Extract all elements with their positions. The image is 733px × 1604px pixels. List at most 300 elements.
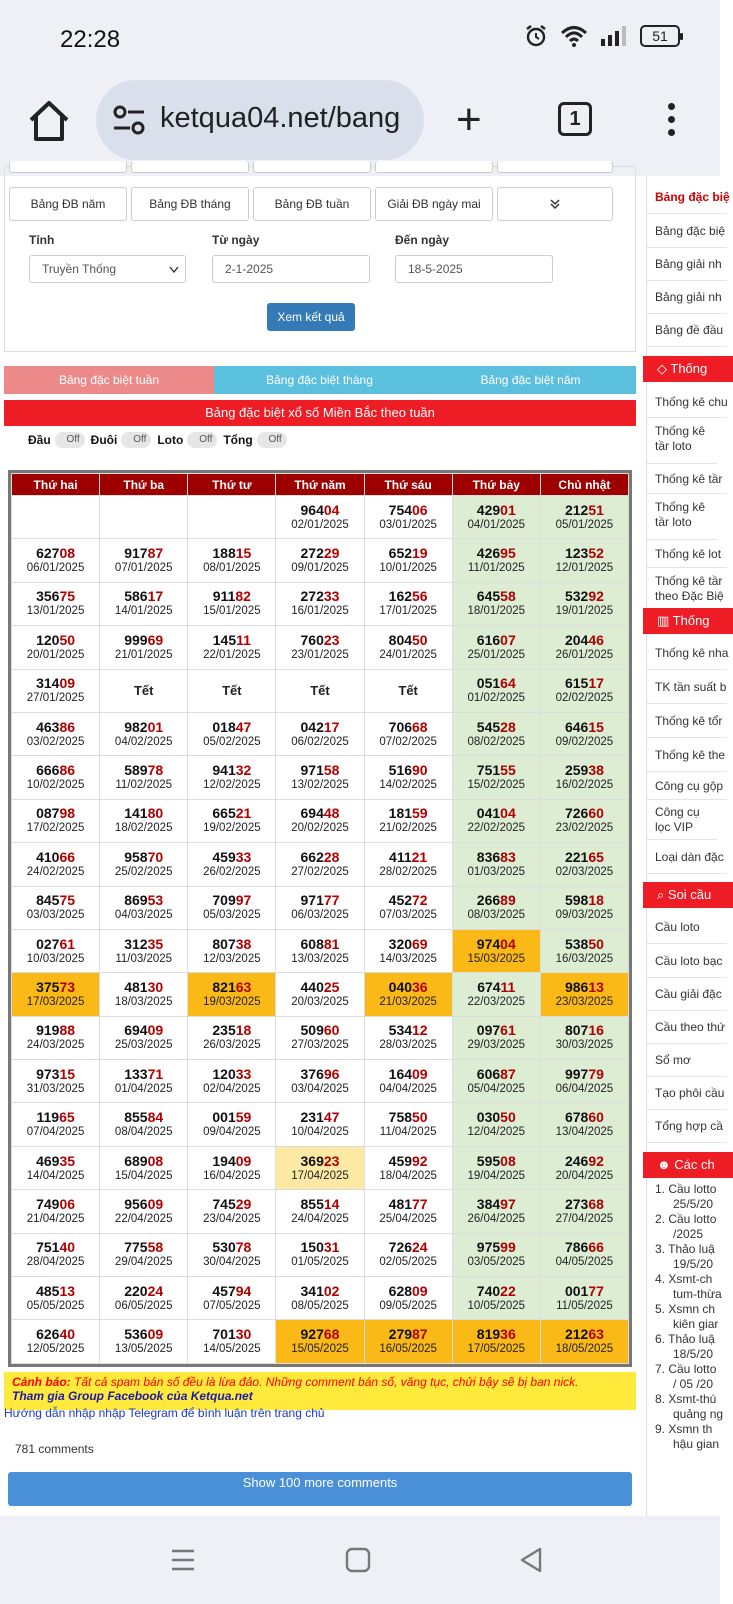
table-cell [12, 1320, 100, 1363]
draw-date: 11/04/2025 [379, 1126, 437, 1139]
prize-number: 78666 [564, 1239, 604, 1256]
col-header: Thứ năm [276, 474, 364, 496]
table-cell [276, 1190, 364, 1233]
sidebar-item[interactable]: Bảng giải nh [647, 281, 727, 314]
forum-topic-line[interactable]: 7. Cầu lotto [655, 1362, 717, 1376]
prize-number: 45272 [388, 892, 428, 909]
draw-date: 19/03/2025 [203, 995, 261, 1008]
draw-date: 05/04/2025 [467, 1082, 526, 1095]
draw-date: 26/02/2025 [203, 865, 261, 878]
home-icon[interactable] [26, 98, 72, 144]
prize-number: 41121 [389, 848, 428, 865]
draw-date: 15/02/2025 [467, 779, 526, 792]
sidebar-heading-stats [643, 356, 733, 382]
draw-date: 02/03/2025 [555, 865, 614, 878]
tab-weekly[interactable]: Bảng đặc biệt tuần [4, 366, 214, 394]
prize-number: 12050 [36, 631, 76, 648]
draw-date: 06/05/2025 [114, 1299, 173, 1312]
prize-number: 70997 [212, 892, 252, 909]
table-cell [364, 1190, 452, 1233]
toggle-label-loto: Loto [157, 433, 184, 447]
table-row [12, 1233, 629, 1276]
draw-date: 07/04/2025 [26, 1126, 85, 1139]
prize-number: 23147 [300, 1109, 340, 1126]
table-cell [276, 1016, 364, 1059]
table-cell [188, 1060, 276, 1103]
forum-topic-line[interactable]: /2025 [673, 1227, 704, 1241]
draw-date: 18/01/2025 [467, 605, 526, 618]
table-cell [540, 1190, 628, 1233]
draw-date: 12/04/2025 [467, 1126, 526, 1139]
table-cell [188, 799, 276, 842]
sidebar-item[interactable]: Thống kê tầr [647, 464, 727, 494]
draw-date: 11/02/2025 [115, 779, 173, 792]
sidebar-item[interactable]: TK tần suất b [647, 670, 727, 704]
prize-number: 64615 [564, 718, 604, 735]
sidebar-heading-text: Các ch [674, 1157, 715, 1172]
forum-topic-line[interactable]: tum-thừa [673, 1287, 722, 1301]
forum-topic-line[interactable]: 18/5/20 [673, 1347, 714, 1361]
sidebar-item[interactable]: Cầu loto [647, 910, 727, 944]
sidebar-item[interactable]: Thống kê tầr loto [647, 418, 717, 464]
draw-date: 10/03/2025 [26, 952, 85, 965]
browser-menu-icon[interactable] [664, 100, 678, 140]
table-cell [100, 756, 188, 799]
table-cell [100, 539, 188, 582]
prize-number: 69448 [300, 805, 340, 822]
prize-number: 72624 [388, 1239, 428, 1256]
draw-date: 25/04/2025 [379, 1212, 437, 1225]
sidebar-item[interactable]: Thống kê the [647, 738, 727, 772]
system-nav-bar [0, 1516, 720, 1604]
table-cell [12, 843, 100, 886]
table-cell [12, 1277, 100, 1320]
web-page [0, 176, 730, 1516]
prize-number: 36923 [300, 1152, 340, 1169]
table-cell [188, 496, 276, 539]
table-cell [452, 1233, 540, 1276]
table-cell [188, 712, 276, 755]
draw-date: 05/02/2025 [203, 735, 261, 748]
prize-number: 13371 [124, 1065, 164, 1082]
table-row [12, 886, 629, 929]
table-cell [276, 1320, 364, 1363]
sidebar-item[interactable]: Thống kê lot [647, 540, 727, 568]
home-nav-icon[interactable] [345, 1547, 371, 1573]
diamond-icon: ◇ [657, 361, 671, 376]
table-cell [188, 1277, 276, 1320]
draw-date: 11/01/2025 [467, 562, 525, 575]
table-cell [276, 1103, 364, 1146]
sidebar-item[interactable]: Bảng đặc biệ [647, 180, 727, 214]
draw-date: 28/04/2025 [26, 1256, 85, 1269]
draw-date: 10/01/2025 [379, 562, 437, 575]
prize-number: 95870 [124, 848, 164, 865]
draw-date: 13/04/2025 [555, 1126, 614, 1139]
draw-date: 01/03/2025 [467, 865, 526, 878]
view-results-button[interactable]: Xem kết quả [267, 303, 355, 331]
draw-date: 03/02/2025 [26, 735, 85, 748]
table-row [12, 1320, 629, 1363]
toggle-duoi[interactable]: Off [121, 432, 151, 448]
draw-date: 30/04/2025 [203, 1256, 261, 1269]
prize-number: 03050 [476, 1109, 516, 1126]
prize-number: 67411 [477, 978, 516, 995]
draw-date: 08/01/2025 [203, 562, 261, 575]
prize-number: 84575 [36, 892, 76, 909]
tab-switcher-button[interactable]: 1 [558, 102, 592, 136]
table-cell [100, 1016, 188, 1059]
prize-number: 22165 [564, 848, 604, 865]
holiday-label: Tết [222, 682, 242, 698]
new-tab-button[interactable]: + [456, 95, 482, 144]
warning-label: Cảnh báo: [12, 1375, 71, 1389]
draw-date: 02/05/2025 [379, 1256, 437, 1269]
prize-number: 64558 [476, 588, 516, 605]
prize-number: 48130 [124, 978, 164, 995]
table-cell [452, 799, 540, 842]
expand-more-button[interactable] [497, 187, 613, 221]
forum-topic-line[interactable]: 8. Xsmt-thú [655, 1392, 717, 1406]
draw-date: 04/04/2025 [379, 1082, 437, 1095]
draw-date: 26/04/2025 [467, 1212, 526, 1225]
prize-number: 05164 [476, 675, 516, 692]
prize-number: 44025 [300, 978, 340, 995]
right-sidebar [646, 176, 730, 1516]
sidebar-item[interactable]: Bảng đề đầu [647, 314, 727, 347]
prize-number: 12033 [212, 1065, 252, 1082]
sidebar-heading-cau [643, 882, 733, 908]
prize-number: 65219 [388, 545, 428, 562]
address-bar[interactable] [96, 80, 424, 160]
table-cell [540, 496, 628, 539]
prize-number: 53078 [212, 1239, 252, 1256]
draw-date: 23/02/2025 [555, 822, 614, 835]
prize-number: 74022 [476, 1282, 516, 1299]
toggle-loto[interactable]: Off [187, 432, 217, 448]
forum-topic-line[interactable]: 1. Cầu lotto [655, 1182, 717, 1196]
draw-date: 14/02/2025 [379, 779, 437, 792]
prize-number: 74529 [212, 1195, 252, 1212]
forum-topic-line[interactable]: 4. Xsmt-ch [655, 1272, 713, 1286]
draw-date: 24/04/2025 [291, 1212, 349, 1225]
sidebar-item[interactable]: Loại dàn đặc [647, 840, 727, 874]
draw-date: 22/03/2025 [467, 995, 526, 1008]
draw-date: 31/03/2025 [26, 1082, 85, 1095]
draw-date: 09/05/2025 [379, 1299, 437, 1312]
draw-date: 05/05/2025 [26, 1299, 85, 1312]
prize-number: 85584 [124, 1109, 164, 1126]
draw-date: 16/02/2025 [555, 779, 614, 792]
table-cell [276, 626, 364, 669]
table-row [12, 669, 629, 712]
sidebar-item[interactable]: Cầu loto bạc [647, 944, 727, 978]
table-cell [276, 712, 364, 755]
prize-number: 35675 [36, 588, 76, 605]
sidebar-item[interactable]: Tổng hợp cầ [647, 1110, 727, 1143]
table-cell [12, 973, 100, 1016]
table-cell [12, 1060, 100, 1103]
quick-btn-tomorrow[interactable]: Giải ĐB ngày mai [375, 187, 493, 221]
prize-number: 97158 [300, 762, 340, 779]
prize-number: 96404 [300, 501, 340, 518]
prize-number: 60687 [476, 1065, 516, 1082]
table-cell [364, 1320, 452, 1363]
draw-date: 08/02/2025 [467, 735, 526, 748]
table-cell [276, 669, 364, 712]
table-cell [188, 1016, 276, 1059]
url-text: ketqua04.net/bang [160, 102, 401, 134]
show-more-comments-button[interactable]: Show 100 more comments [8, 1472, 632, 1506]
draw-date: 11/03/2025 [115, 952, 173, 965]
draw-date: 03/05/2025 [467, 1256, 526, 1269]
prize-number: 70668 [388, 718, 428, 735]
sidebar-item[interactable]: Sổ mơ [647, 1044, 727, 1077]
sidebar-heading-text: Thống [670, 361, 708, 376]
draw-date: 27/04/2025 [555, 1212, 614, 1225]
recent-apps-icon[interactable] [170, 1548, 196, 1572]
quick-btn-year[interactable]: Bảng ĐB năm [9, 187, 127, 221]
prize-number: 75406 [388, 501, 428, 518]
province-label: Tỉnh [29, 233, 55, 247]
draw-date: 21/03/2025 [379, 995, 437, 1008]
table-cell [364, 496, 452, 539]
table-cell [276, 843, 364, 886]
table-cell [188, 1320, 276, 1363]
prize-number: 16256 [388, 588, 428, 605]
table-cell [100, 843, 188, 886]
table-cell [12, 539, 100, 582]
table-cell [276, 1146, 364, 1189]
sidebar-item[interactable]: Công cụ gộp [647, 772, 727, 800]
draw-date: 15/04/2025 [114, 1169, 173, 1182]
col-header: Thứ bảy [452, 474, 540, 496]
table-cell [452, 539, 540, 582]
draw-date: 27/03/2025 [291, 1039, 349, 1052]
draw-date: 18/03/2025 [114, 995, 173, 1008]
sidebar-item[interactable]: Thống kê tầr loto [647, 494, 717, 540]
draw-date: 24/02/2025 [26, 865, 85, 878]
site-settings-icon[interactable] [112, 104, 146, 136]
table-cell [100, 973, 188, 1016]
prize-number: 99779 [564, 1065, 604, 1082]
prize-number: 01847 [212, 718, 252, 735]
sidebar-heading-text: Soi cầu [667, 887, 712, 902]
table-cell [452, 626, 540, 669]
forum-topic-line[interactable]: 2. Cầu lotto [655, 1212, 717, 1226]
sidebar-item[interactable]: Thống kê tầr theo Đặc Biệ [647, 568, 727, 612]
forum-topic-line[interactable]: 6. Thảo luậ [655, 1332, 715, 1346]
table-cell [188, 1146, 276, 1189]
prize-number: 31235 [124, 935, 164, 952]
draw-date: 02/04/2025 [203, 1082, 261, 1095]
prize-number: 75140 [36, 1239, 76, 1256]
sidebar-item[interactable]: Công cụ lọc VIP [647, 800, 717, 840]
col-header: Thứ tư [188, 474, 276, 496]
table-cell [276, 756, 364, 799]
forum-topic-line[interactable]: 5. Xsmn ch [655, 1302, 716, 1316]
table-cell [364, 1016, 452, 1059]
table-cell [12, 756, 100, 799]
draw-date: 16/05/2025 [379, 1343, 437, 1356]
table-row [12, 712, 629, 755]
prize-number: 02761 [36, 935, 76, 952]
table-row [12, 843, 629, 886]
toggle-group [28, 432, 289, 448]
sidebar-item[interactable]: Bảng giải nh [647, 248, 727, 281]
table-cell [276, 582, 364, 625]
bar-chart-icon: ▥ [657, 613, 673, 628]
table-cell [276, 539, 364, 582]
table-row [12, 626, 629, 669]
prize-number: 09761 [476, 1022, 516, 1039]
prize-number: 18159 [388, 805, 428, 822]
draw-date: 13/01/2025 [26, 605, 85, 618]
draw-date: 10/02/2025 [26, 779, 85, 792]
prize-number: 91988 [36, 1022, 76, 1039]
prize-number: 85514 [300, 1195, 340, 1212]
province-select[interactable] [29, 255, 186, 283]
prize-number: 34102 [300, 1282, 340, 1299]
table-cell [364, 1060, 452, 1103]
table-cell [100, 1277, 188, 1320]
table-cell [540, 973, 628, 1016]
sidebar-item[interactable]: Thống kê chu [647, 386, 727, 418]
prize-number: 22024 [124, 1282, 164, 1299]
forum-topic-line[interactable]: 3. Thảo luậ [655, 1242, 715, 1256]
table-cell [12, 1103, 100, 1146]
prize-number: 12352 [564, 545, 604, 562]
prize-number: 75155 [476, 762, 516, 779]
quick-btn-month[interactable]: Bảng ĐB tháng [131, 187, 249, 221]
prize-number: 53609 [124, 1326, 164, 1343]
prize-number: 58617 [124, 588, 164, 605]
table-cell [540, 1103, 628, 1146]
forum-topic-line[interactable]: quảng ng [673, 1407, 724, 1421]
prize-number: 70130 [212, 1326, 252, 1343]
draw-date: 19/01/2025 [555, 605, 614, 618]
prize-number: 66686 [36, 762, 76, 779]
table-cell [12, 1190, 100, 1233]
draw-date: 25/03/2025 [114, 1039, 173, 1052]
wifi-icon [560, 24, 588, 48]
forum-topic-line[interactable]: 9. Xsmn th [655, 1422, 713, 1436]
table-cell [540, 539, 628, 582]
draw-date: 16/04/2025 [203, 1169, 261, 1182]
prize-number: 04217 [300, 718, 340, 735]
table-cell [276, 1233, 364, 1276]
table-cell [12, 1233, 100, 1276]
draw-date: 26/03/2025 [203, 1039, 261, 1052]
toggle-dau[interactable]: Off [55, 432, 85, 448]
table-row [12, 539, 629, 582]
back-icon[interactable] [518, 1546, 544, 1574]
prize-number: 38497 [476, 1195, 516, 1212]
forum-topic-line[interactable]: kiên giar [673, 1317, 719, 1331]
col-header: Thứ sáu [364, 474, 452, 496]
draw-date: 23/03/2025 [555, 995, 614, 1008]
prize-number: 27368 [564, 1195, 604, 1212]
search-icon: ⌕ [657, 887, 668, 902]
tab-monthly[interactable]: Bảng đặc biệt tháng [214, 366, 425, 394]
prize-number: 80450 [388, 631, 428, 648]
col-header: Chủ nhật [540, 474, 628, 496]
draw-date: 27/02/2025 [291, 865, 349, 878]
table-cell [276, 973, 364, 1016]
draw-date: 30/03/2025 [555, 1039, 614, 1052]
from-date-label: Từ ngày [212, 233, 260, 247]
draw-date: 02/02/2025 [555, 692, 614, 705]
table-cell [12, 799, 100, 842]
tab-yearly[interactable]: Bảng đặc biệt năm [425, 366, 636, 394]
sidebar-item[interactable]: Thống kê nha [647, 636, 727, 670]
from-date-input[interactable]: 2-1-2025 [212, 255, 370, 283]
forum-topic-line[interactable]: hậu gian [673, 1437, 720, 1451]
table-cell [364, 843, 452, 886]
draw-date: 29/04/2025 [114, 1256, 173, 1269]
prize-number: 46935 [36, 1152, 76, 1169]
table-cell [540, 799, 628, 842]
table-cell [364, 712, 452, 755]
prize-number: 11965 [36, 1109, 75, 1126]
table-cell [540, 886, 628, 929]
draw-date: 17/04/2025 [291, 1169, 349, 1182]
table-cell [364, 1233, 452, 1276]
draw-date: 02/01/2025 [291, 518, 349, 531]
battery-icon: 51 [640, 25, 680, 47]
table-cell [364, 582, 452, 625]
prize-number: 66228 [300, 848, 340, 865]
toggle-tong[interactable]: Off [257, 432, 287, 448]
forum-topic-line[interactable]: 25/5/20 [673, 1197, 714, 1211]
toggle-label-duoi: Đuôi [90, 433, 118, 447]
sidebar-item[interactable]: Thống kê tổr [647, 704, 727, 738]
prize-number: 59818 [564, 892, 604, 909]
table-cell [12, 582, 100, 625]
telegram-guide-link[interactable]: Hướng dẫn nhập nhập Telegram để bình luận trên trang chủ [4, 1406, 325, 1420]
table-cell [100, 929, 188, 972]
prize-number: 42695 [476, 545, 516, 562]
to-date-input[interactable]: 18-5-2025 [395, 255, 553, 283]
table-cell [452, 582, 540, 625]
sidebar-item[interactable]: Cầu giải đặc [647, 978, 727, 1011]
prize-number: 91787 [124, 545, 164, 562]
draw-date: 03/03/2025 [26, 909, 85, 922]
facebook-group-link[interactable]: Tham gia Group Facebook của Ketqua.net [12, 1389, 253, 1403]
prize-number: 41066 [36, 848, 76, 865]
sidebar-item[interactable]: Bảng đặc biệ [647, 214, 727, 248]
users-icon: ☻ [657, 1157, 675, 1172]
draw-date: 24/01/2025 [379, 648, 437, 661]
forum-topic-line[interactable]: / 05 /20 [673, 1377, 714, 1391]
draw-date: 22/04/2025 [114, 1212, 173, 1225]
holiday-label: Tết [133, 682, 154, 698]
quick-btn-week[interactable]: Bảng ĐB tuần [253, 187, 371, 221]
prize-number: 80738 [212, 935, 252, 952]
table-cell [188, 929, 276, 972]
prize-number: 16409 [388, 1065, 428, 1082]
prize-number: 62708 [36, 545, 76, 562]
table-row [12, 973, 629, 1016]
table-row [12, 582, 629, 625]
sidebar-item[interactable]: Tạo phôi cầu [647, 1077, 727, 1110]
forum-topic-line[interactable]: 19/5/20 [673, 1257, 714, 1271]
prize-number: 75850 [388, 1109, 428, 1126]
draw-date: 13/05/2025 [114, 1343, 173, 1356]
draw-date: 21/02/2025 [379, 822, 437, 835]
sidebar-item[interactable]: Cầu theo thứ [647, 1011, 727, 1044]
table-cell [364, 1146, 452, 1189]
